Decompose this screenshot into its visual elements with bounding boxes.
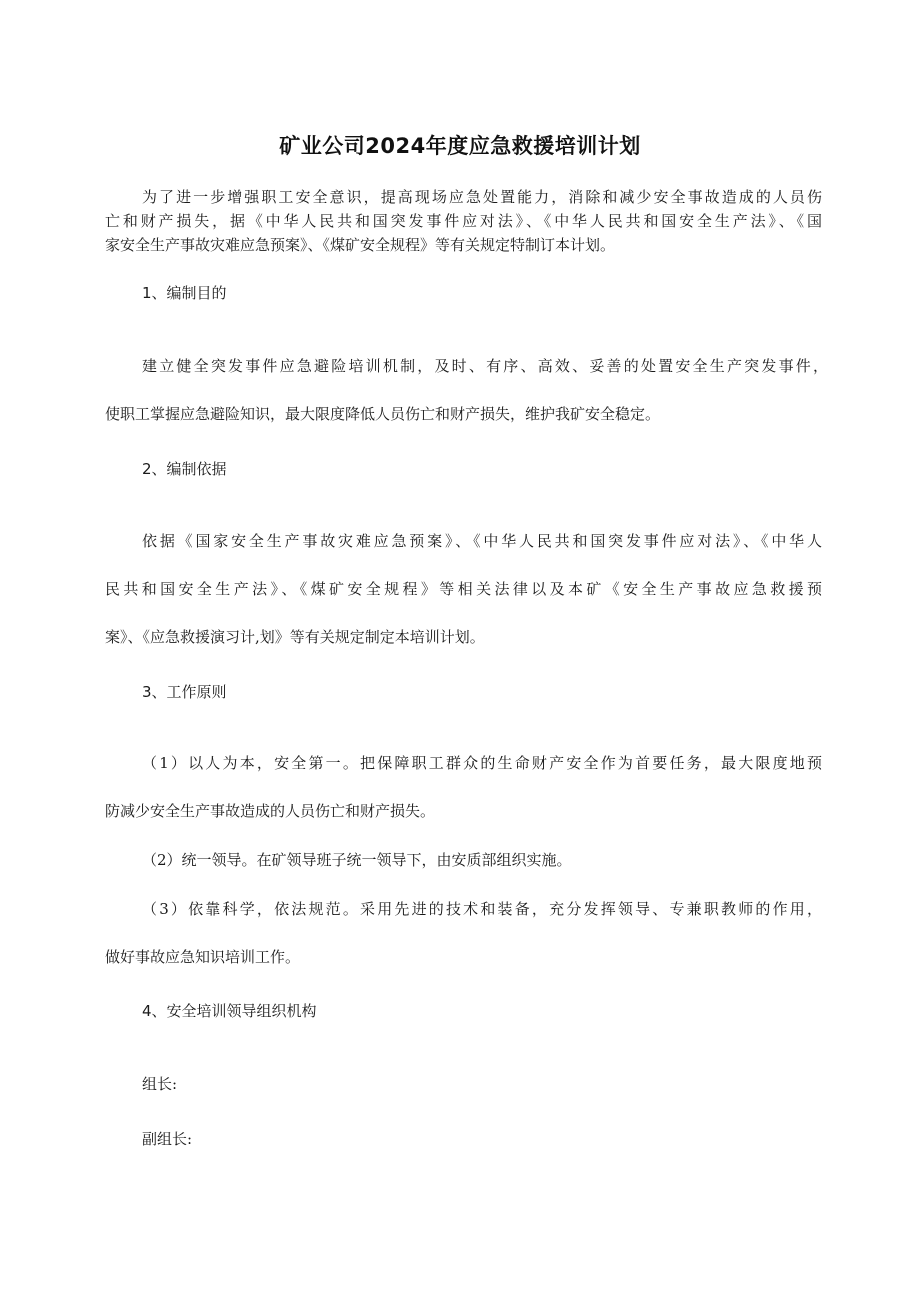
section-2-line-2: 民共和国安全生产法》、《煤矿安全规程》等相关法律以及本矿《安全生产事故应急救援预 bbox=[105, 580, 822, 598]
section-4-heading: 4、安全培训领导组织机构 bbox=[142, 1002, 317, 1020]
leader-label: 组长: bbox=[142, 1075, 178, 1093]
principle-2: （2）统一领导。在矿领导班子统一领导下，由安质部组织实施。 bbox=[142, 851, 572, 869]
document-title: 矿业公司2024年度应急救援培训计划 bbox=[279, 134, 641, 158]
principle-3-line-2: 做好事故应急知识培训工作。 bbox=[105, 948, 301, 966]
principle-3-line-1: （3）依靠科学，依法规范。采用先进的技术和装备，充分发挥领导、专兼职教师的作用， bbox=[142, 900, 822, 918]
intro-line-1: 为了进一步增强职工安全意识，提高现场应急处置能力，消除和减少安全事故造成的人员伤 bbox=[142, 188, 822, 206]
section-1-line-1: 建立健全突发事件应急避险培训机制，及时、有序、高效、妥善的处置安全生产突发事件， bbox=[142, 357, 828, 375]
principle-1-line-2: 防减少安全生产事故造成的人员伤亡和财产损失。 bbox=[105, 802, 436, 820]
intro-line-2: 亡和财产损失，据《中华人民共和国突发事件应对法》、《中华人民共和国安全生产法》、《国 bbox=[105, 212, 822, 230]
principle-1-line-1: （1）以人为本，安全第一。把保障职工群众的生命财产安全作为首要任务，最大限度地预 bbox=[142, 754, 822, 772]
section-3-heading: 3、工作原则 bbox=[142, 683, 227, 701]
section-2-heading: 2、编制依据 bbox=[142, 460, 227, 478]
deputy-leader-label: 副组长: bbox=[142, 1130, 193, 1148]
section-1-line-2: 使职工掌握应急避险知识，最大限度降低人员伤亡和财产损失，维护我矿安全稳定。 bbox=[105, 405, 661, 423]
intro-line-3: 家安全生产事故灾难应急预案》、《煤矿安全规程》等有关规定特制订本计划。 bbox=[105, 236, 616, 254]
section-2-line-1: 依据《国家安全生产事故灾难应急预案》、《中华人民共和国突发事件应对法》、《中华人 bbox=[142, 532, 822, 550]
section-2-line-3: 案》、《应急救援演习计,划》等有关规定制定本培训计划。 bbox=[105, 628, 485, 646]
section-1-heading: 1、编制目的 bbox=[142, 284, 227, 302]
